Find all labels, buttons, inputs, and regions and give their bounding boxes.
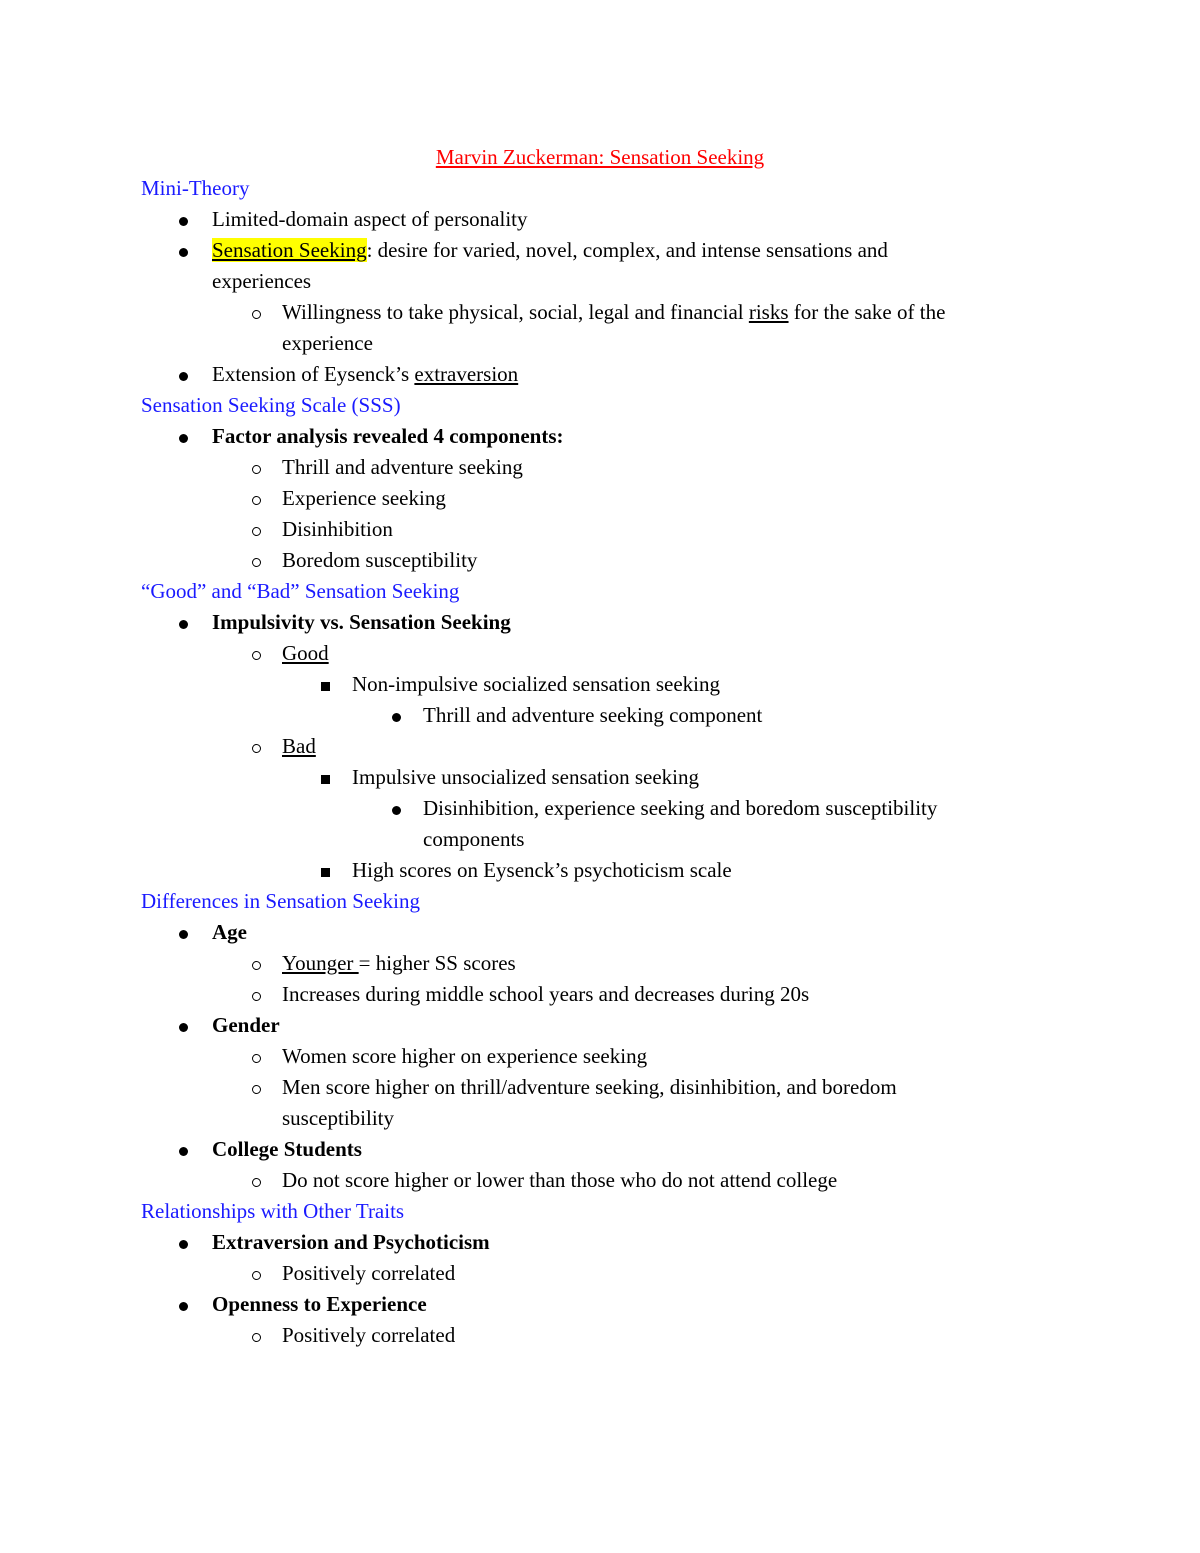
list-item: Women score higher on experience seeking	[141, 1041, 1071, 1072]
list-item: Openness to Experience	[141, 1289, 1071, 1320]
circle-bullet-icon	[246, 483, 266, 514]
circle-bullet-icon	[246, 731, 266, 762]
square-bullet-icon	[315, 669, 335, 700]
list-item: Impulsivity vs. Sensation Seeking	[141, 607, 1071, 638]
section-heading-relationships: Relationships with Other Traits	[141, 1199, 405, 1223]
bullet-icon	[173, 204, 193, 235]
list-item: Disinhibition	[141, 514, 1071, 545]
list-item: Limited-domain aspect of personality	[141, 204, 1071, 235]
bullet-icon	[173, 421, 193, 452]
circle-bullet-icon	[246, 1320, 266, 1351]
circle-bullet-icon	[246, 545, 266, 576]
bullet-icon	[173, 359, 193, 390]
list-item: Bad	[141, 731, 1071, 762]
page-title: Marvin Zuckerman: Sensation Seeking	[435, 145, 765, 169]
list-item: Thrill and adventure seeking	[141, 452, 1071, 483]
list-item: Sensation Seeking: desire for varied, novel, complex, and intense sensations and	[141, 235, 1071, 266]
list-item-continuation: experiences	[212, 269, 312, 293]
circle-bullet-icon	[246, 948, 266, 979]
list-item: Age	[141, 917, 1071, 948]
list-item: Extraversion and Psychoticism	[141, 1227, 1071, 1258]
square-bullet-icon	[315, 855, 335, 886]
list-item-continuation: susceptibility	[282, 1106, 394, 1130]
bullet-icon	[173, 1010, 193, 1041]
list-item: Willingness to take physical, social, legal and financial risks for the sake of the	[141, 297, 1071, 328]
circle-bullet-icon	[246, 297, 266, 328]
circle-bullet-icon	[246, 452, 266, 483]
document-body	[141, 173, 1071, 1351]
list-item: Non-impulsive socialized sensation seeking	[141, 669, 1071, 700]
bullet-icon	[173, 1227, 193, 1258]
list-item: Good	[141, 638, 1071, 669]
list-item: Disinhibition, experience seeking and boredom susceptibility	[141, 793, 1071, 824]
list-item: Extension of Eysenck’s extraversion	[141, 359, 1071, 390]
circle-bullet-icon	[246, 1041, 266, 1072]
list-item: Do not score higher or lower than those who do not attend college	[141, 1165, 1071, 1196]
section-heading-mini-theory: Mini-Theory	[141, 176, 250, 200]
bullet-icon	[173, 1134, 193, 1165]
bullet-icon	[386, 700, 406, 731]
square-bullet-icon	[315, 762, 335, 793]
list-item: Factor analysis revealed 4 components:	[141, 421, 1071, 452]
bullet-icon	[173, 1289, 193, 1320]
circle-bullet-icon	[246, 1165, 266, 1196]
list-item: Increases during middle school years and decreases during 20s	[141, 979, 1071, 1010]
list-item: Experience seeking	[141, 483, 1071, 514]
list-item: Impulsive unsocialized sensation seeking	[141, 762, 1071, 793]
circle-bullet-icon	[246, 638, 266, 669]
section-heading-good-bad: “Good” and “Bad” Sensation Seeking	[141, 579, 460, 603]
bullet-icon	[173, 607, 193, 638]
circle-bullet-icon	[246, 514, 266, 545]
section-heading-differences: Differences in Sensation Seeking	[141, 889, 420, 913]
bullet-icon	[173, 917, 193, 948]
bullet-icon	[173, 235, 193, 266]
section-heading-sss: Sensation Seeking Scale (SSS)	[141, 393, 401, 417]
bullet-icon	[386, 793, 406, 824]
list-item: Positively correlated	[141, 1258, 1071, 1289]
list-item: College Students	[141, 1134, 1071, 1165]
circle-bullet-icon	[246, 979, 266, 1010]
list-item-continuation: components	[423, 827, 525, 851]
highlighted-term: Sensation Seeking	[212, 238, 367, 262]
circle-bullet-icon	[246, 1072, 266, 1103]
list-item: Men score higher on thrill/adventure seeking, disinhibition, and boredom	[141, 1072, 1071, 1103]
list-item: Thrill and adventure seeking component	[141, 700, 1071, 731]
list-item: Boredom susceptibility	[141, 545, 1071, 576]
circle-bullet-icon	[246, 1258, 266, 1289]
list-item-continuation: experience	[282, 331, 373, 355]
list-item: Gender	[141, 1010, 1071, 1041]
list-item: Younger = higher SS scores	[141, 948, 1071, 979]
list-item: High scores on Eysenck’s psychoticism scale	[141, 855, 1071, 886]
list-item: Positively correlated	[141, 1320, 1071, 1351]
